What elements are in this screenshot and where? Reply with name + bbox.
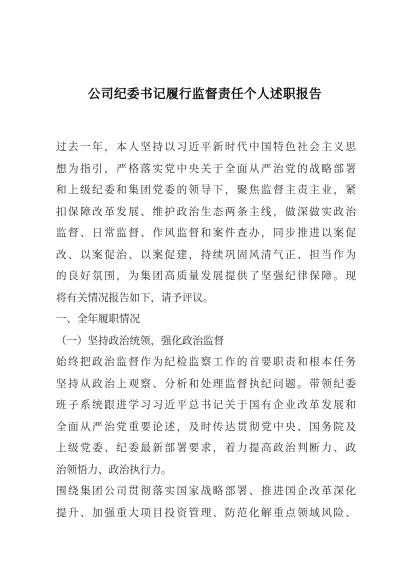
text-line: 想为指引，严格落实党中央关于全面从严治党的战略部署 [56, 162, 356, 175]
subsection-heading: （一）坚持政治统领，强化政治监督 [56, 334, 224, 347]
text-line: 监督、日常监督、作风监督和案件查办，同步推进以案促 [56, 227, 356, 239]
section-heading: 一、全年履职情况 [56, 313, 140, 325]
document-body [56, 137, 356, 524]
text-line: 全面从严治党重要论述，及时传达贯彻党中央、国务院及 [56, 420, 356, 433]
paragraph-political-supervision [56, 352, 356, 481]
text-line: 提升、加强重大项目投资管理、防范化解重点领域风险、 [56, 506, 356, 519]
text-line: 的良好氛围，为集团高质量发展提供了坚强纪律保障。现 [56, 270, 356, 282]
text-line: 治领悟力、政治执行力。 [56, 463, 172, 476]
paragraph-strategic-deployment [56, 481, 356, 524]
text-line: 扣保障改革发展、维护政治生态两条主线，做深做实政治 [56, 205, 356, 218]
text-line: 坚持从政治上观察、分析和处理监督执纪问题。带领纪委 [56, 377, 356, 390]
document-title: 公司纪委书记履行监督责任个人述职报告 [87, 86, 322, 101]
paragraph-intro [56, 137, 356, 309]
text-line: 和上级纪委和集团党委的领导下，聚焦监督主责主业，紧 [56, 184, 356, 196]
text-line: 上级党委、纪委最新部署要求，着力提高政治判断力、政 [56, 442, 356, 454]
text-line: 将有关情况报告如下，请予评议。 [56, 291, 214, 304]
text-line: 班子系统跟进学习习近平总书记关于国有企业改革发展和 [56, 399, 356, 411]
text-line: 过去一年，本人坚持以习近平新时代中国特色社会主义思 [56, 141, 356, 153]
text-line: 改、以案促治、以案促建，持续巩固风清气正、担当作为 [56, 248, 356, 261]
text-line: 围绕集团公司贯彻落实国家战略部署、推进国企改革深化 [56, 485, 356, 497]
text-line: 始终把政治监督作为纪检监察工作的首要职责和根本任务 [56, 356, 356, 368]
